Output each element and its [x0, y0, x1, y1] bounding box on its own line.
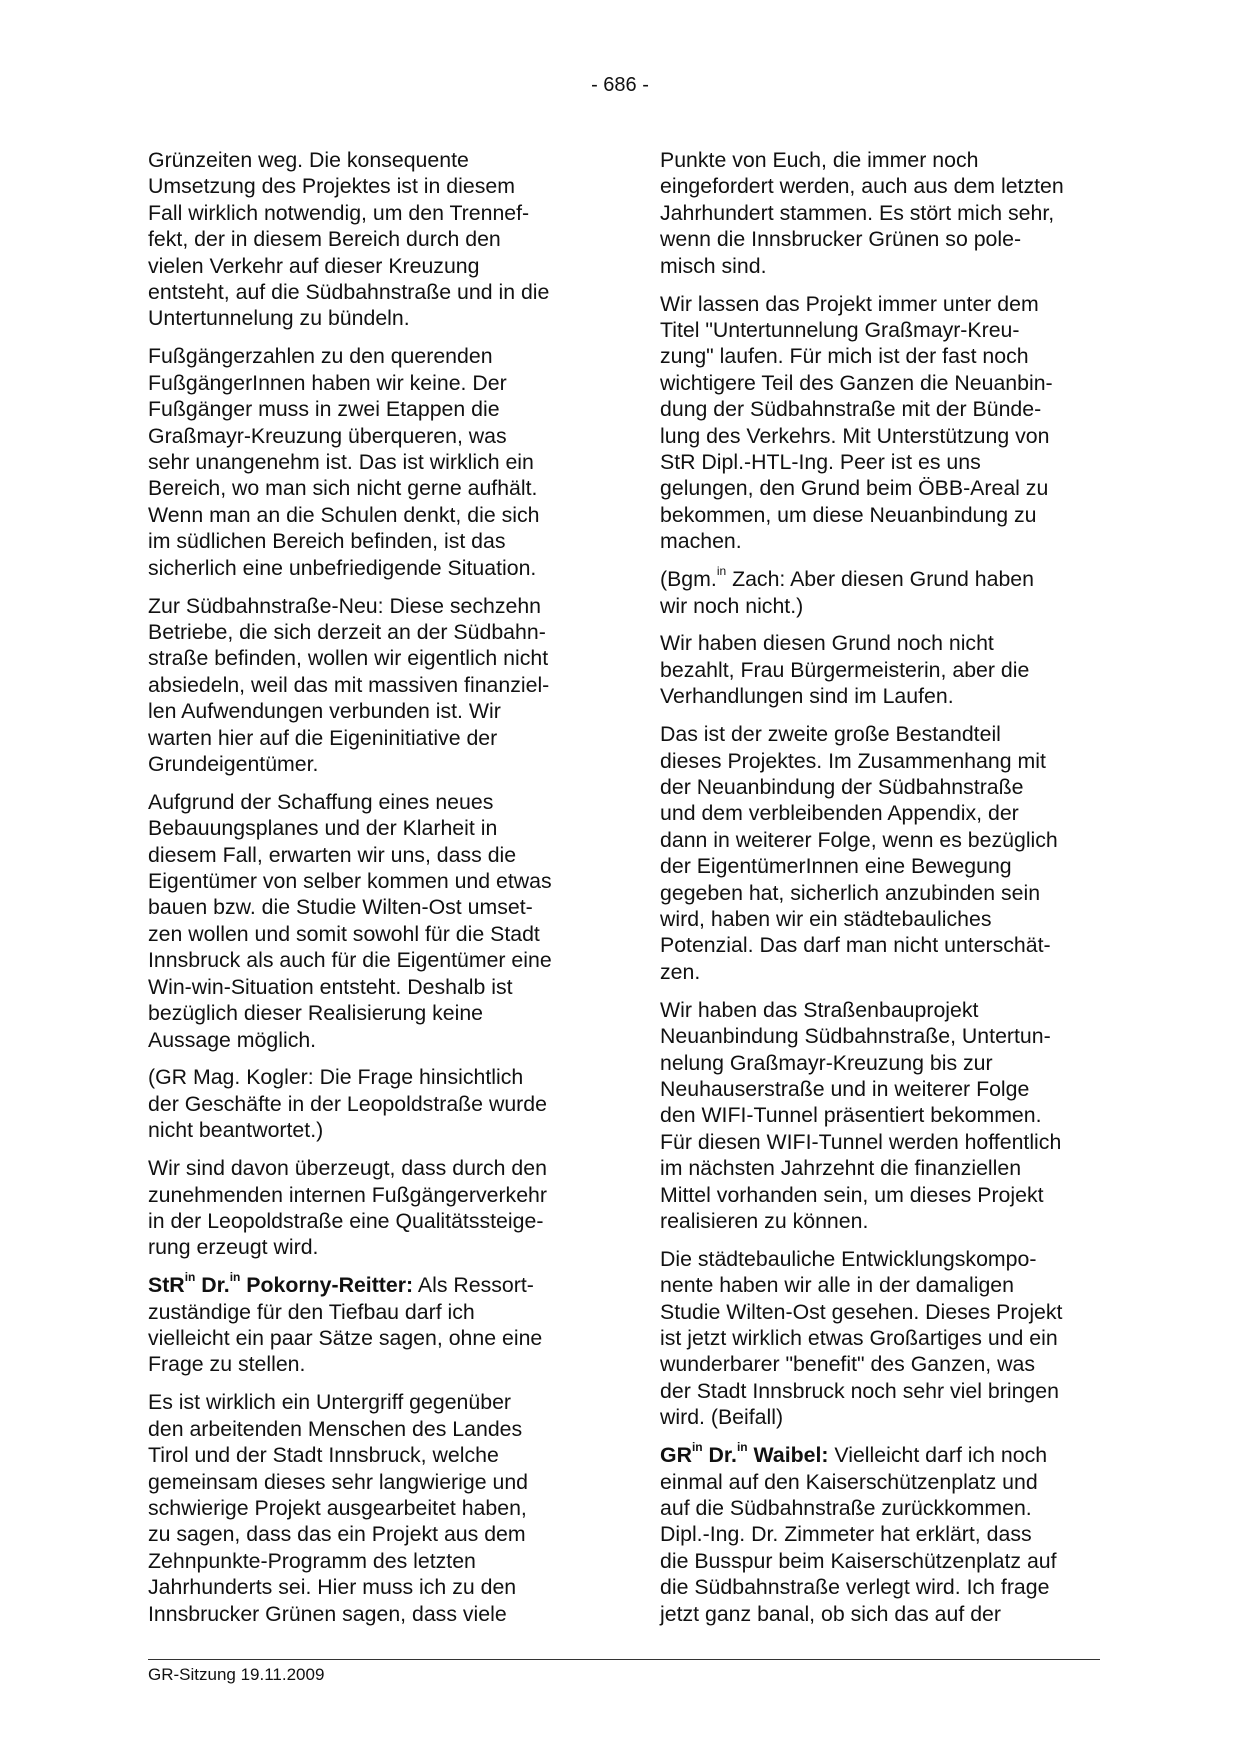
paragraph: Die städtebauliche Entwicklungskompo- nente haben wir alle in der damaligen Studie Wilten-Ost gesehen. Dieses Projekt ist jetzt wirklich etwas Großartiges und ein wunderbarer "benefit" des Ganzen, was der Stadt Innsbruck noch sehr viel bringen wird. (Beifall)	[660, 1246, 1063, 1430]
speaker-title-sup: in	[716, 564, 727, 578]
speech-text: Vielleicht darf ich noch einmal auf den Kaiserschützenplatz und auf die Südbahnstraße zurückkommen. Dipl.-Ing. Dr. Zimmeter hat erklärt, dass die Busspur beim Kaiserschützenplatz auf die Südbahnstraße verlegt wird. Ich frage jetzt ganz banal, ob sich das auf der	[660, 1443, 1057, 1626]
left-column	[148, 147, 588, 1639]
paragraph: Grünzeiten weg. Die konsequente Umsetzung des Projektes ist in diesem Fall wirklich notwendig, um den Trennef- fekt, der in diesem Bereich durch den vielen Verkehr auf dieser Kreuzung entsteht, auf die Südbahnstraße und in die Untertunnelung zu bündeln.	[148, 148, 550, 331]
interjection-text: Zach: Aber diesen Grund haben wir noch nicht.)	[660, 567, 1034, 618]
interjection-paragraph: (GR Mag. Kogler: Die Frage hinsichtlich der Geschäfte in der Leopoldstraße wurde nicht beantwortet.)	[148, 1065, 547, 1143]
speaker-title: StR	[148, 1273, 185, 1298]
speaker-paragraph	[660, 1442, 1100, 1627]
paragraph: Es ist wirklich ein Untergriff gegenüber den arbeitenden Menschen des Landes Tirol und der Stadt Innsbruck, welche gemeinsam dieses sehr langwierige und schwierige Projekt ausgearbeitet haben, zu sagen, dass das ein Projekt aus dem Zehnpunkte-Programm des letzten Jahrhunderts sei. Hier muss ich zu den Innsbrucker Grünen sagen, dass viele	[148, 1390, 529, 1626]
speaker-surname: Waibel:	[747, 1443, 829, 1468]
speaker-title-sup: in	[184, 1270, 196, 1285]
speaker-title: Dr.	[702, 1443, 737, 1468]
speaker-title-sup: in	[736, 1440, 748, 1455]
interjection-speaker: (Bgm.	[660, 567, 717, 592]
paragraph: Punkte von Euch, die immer noch eingefordert werden, auch aus dem letzten Jahrhundert stammen. Es stört mich sehr, wenn die Innsbrucker Grünen so pole- misch sind.	[660, 148, 1064, 278]
speaker-name	[148, 1270, 414, 1298]
paragraph: Wir lassen das Projekt immer unter dem Titel "Untertunnelung Graßmayr-Kreu- zung" laufen. Für mich ist der fast noch wichtigere Teil des Ganzen die Neuanbin- dung der Südbahnstraße mit der Bünde- lung des Verkehrs. Mit Unterstützung von StR Dipl.-HTL-Ing. Peer ist es uns gelungen, den Grund beim ÖBB-Areal zu bekommen, um diese Neuanbindung zu machen.	[660, 291, 1053, 554]
paragraph: Fußgängerzahlen zu den querenden FußgängerInnen haben wir keine. Der Fußgänger muss in zwei Etappen die Graßmayr-Kreuzung überqueren, was sehr unangenehm ist. Das ist wirklich ein Bereich, wo man sich nicht gerne aufhält. Wenn man an die Schulen denkt, die sich im südlichen Bereich befinden, ist das sicherlich eine unbefriedigende Situation.	[148, 344, 540, 580]
footer-divider	[148, 1659, 1100, 1660]
speaker-title-sup: in	[229, 1270, 241, 1285]
paragraph: Wir sind davon überzeugt, dass durch den zunehmenden internen Fußgängerverkehr in der Leopoldstraße eine Qualitätssteige- rung erzeugt wird.	[148, 1156, 547, 1260]
speech-text: Als Ressort- zuständige für den Tiefbau darf ich vielleicht ein paar Sätze sagen, ohne eine Frage zu stellen.	[148, 1273, 543, 1377]
speaker-name	[660, 1440, 829, 1468]
interjection-paragraph	[660, 566, 1100, 619]
paragraph: Aufgrund der Schaffung eines neues Bebauungsplanes und der Klarheit in diesem Fall, erwarten wir uns, dass die Eigentümer von selber kommen und etwas bauen bzw. die Studie Wilten-Ost umset- zen wollen und somit sowohl für die Stadt Innsbruck als auch für die Eigentümer eine Win-win-Situation entsteht. Deshalb ist bezüglich dieser Realisierung keine Aussage möglich.	[148, 789, 552, 1052]
speaker-paragraph	[148, 1272, 588, 1378]
speaker-title: GR	[660, 1443, 692, 1468]
paragraph: Wir haben diesen Grund noch nicht bezahlt, Frau Bürgermeisterin, aber die Verhandlungen sind im Laufen.	[660, 631, 1030, 709]
speaker-title: Dr.	[195, 1273, 230, 1298]
paragraph: Zur Südbahnstraße-Neu: Diese sechzehn Betriebe, die sich derzeit an der Südbahn- straße befinden, wollen wir eigentlich nicht absiedeln, weil das mit massiven finanziel- len Aufwendungen verbunden ist. Wir warten hier auf die Eigeninitiative der Grundeigentümer.	[148, 593, 550, 776]
footer-session-date: GR-Sitzung 19.11.2009	[148, 1665, 325, 1684]
speaker-title-sup: in	[691, 1440, 703, 1455]
speaker-surname: Pokorny-Reitter:	[240, 1273, 414, 1298]
right-column	[660, 147, 1100, 1639]
page-number: - 686 -	[591, 74, 649, 96]
paragraph: Das ist der zweite große Bestandteil dieses Projektes. Im Zusammenhang mit der Neuanbindung der Südbahnstraße und dem verbleibenden Appendix, der dann in weiterer Folge, wenn es bezüglich der EigentümerInnen eine Bewegung gegeben hat, sicherlich anzubinden sein wird, haben wir ein städtebauliches Potenzial. Das darf man nicht unterschät- zen.	[660, 722, 1058, 984]
paragraph: Wir haben das Straßenbauprojekt Neuanbindung Südbahnstraße, Untertun- nelung Graßmayr-Kreuzung bis zur Neuhauserstraße und in weiterer Folge den WIFI-Tunnel präsentiert bekommen. Für diesen WIFI-Tunnel werden hoffentlich im nächsten Jahrzehnt die finanziellen Mittel vorhanden sein, um dieses Projekt realisieren zu können.	[660, 997, 1062, 1233]
